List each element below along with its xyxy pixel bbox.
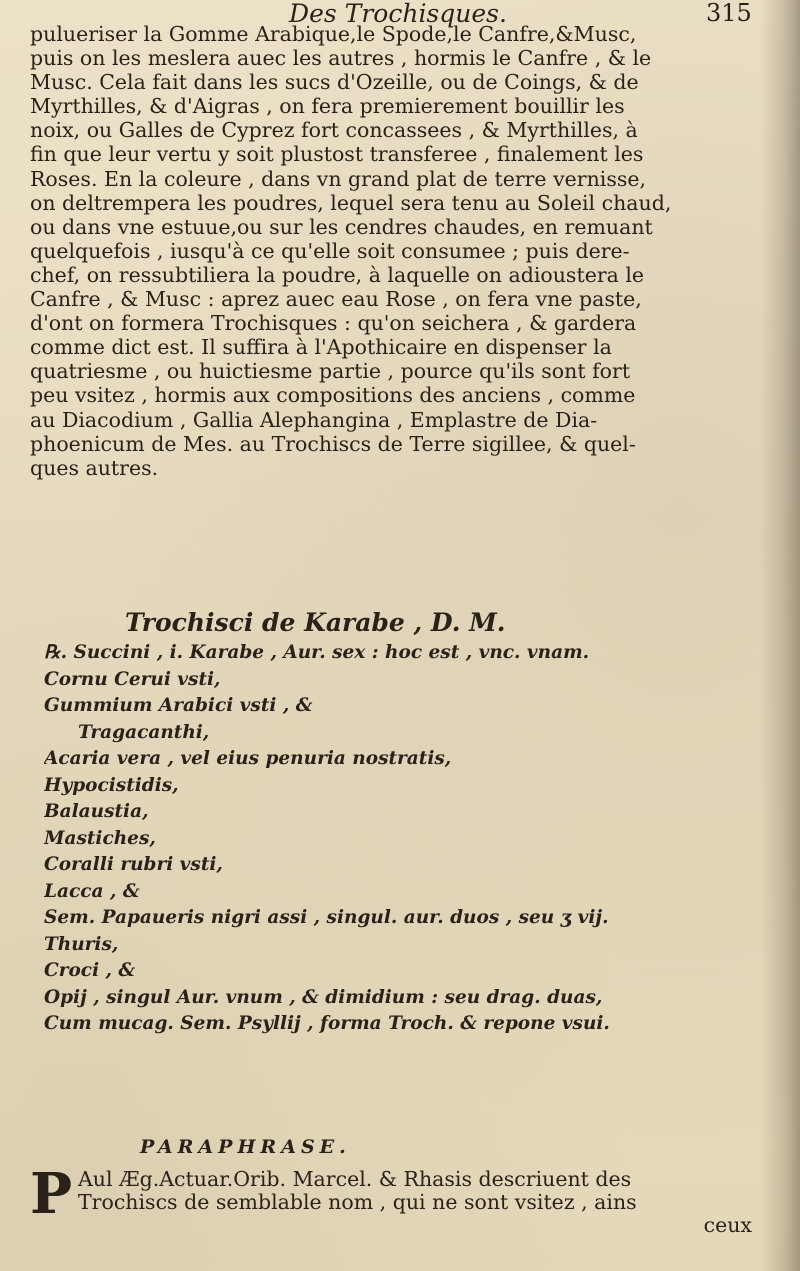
text-line: ques autres. — [30, 455, 159, 480]
text-line: pulueriser la Gomme Arabique,le Spode,le Canfre,&Musc, — [30, 22, 637, 46]
page-number: 315 — [706, 0, 752, 27]
ingredient-line: Balaustia, — [44, 801, 149, 822]
text-line: Myrthilles, & d'Aigras , on fera premierement bouillir les — [30, 94, 625, 119]
text-line: Musc. Cela fait dans les sucs d'Ozeille, ou de Coings, & de — [30, 70, 639, 95]
ingredient-line: Gummium Arabici vsti , & — [44, 695, 313, 716]
text-line: puis on les meslera auec les autres , hormis le Canfre , & le — [30, 46, 652, 71]
running-title: Des Trochisques. — [289, 0, 507, 28]
ingredient-line: Sem. Papaueris nigri assi , singul. aur. duos , seu ʒ vij. — [44, 907, 609, 928]
ingredient-line: Lacca , & — [44, 880, 140, 902]
paraphrase-heading: PARAPHRASE. — [140, 1136, 351, 1158]
text-line: phoenicum de Mes. au Trochiscs de Terre sigillee, & quel- — [30, 431, 636, 456]
text-line: comme dict est. Il suffira à l'Apothicaire en dispenser la — [30, 335, 612, 360]
ingredient-line: Thuris, — [44, 933, 119, 955]
text-line: on deltrempera les poudres, lequel sera tenu au Soleil chaud, — [30, 190, 672, 215]
ingredient-line: ℞. Succini , i. Karabe , Aur. sex : hoc est , vnc. vnam. — [44, 642, 590, 663]
text-line: ou dans vne estuue,ou sur les cendres chaudes, en remuant — [30, 214, 653, 239]
ingredient-line: Tragacanthi, — [78, 721, 210, 743]
text-line: chef, on ressubtiliera la poudre, à laquelle on adioustera le — [30, 262, 645, 287]
text-line: Trochiscs de semblable nom , qui ne sont vsitez , ains — [78, 1191, 637, 1214]
text-line: peu vsitez , hormis aux compositions des anciens , comme — [30, 383, 636, 408]
final-paragraph — [30, 1161, 768, 1237]
text-line: au Diacodium , Gallia Alephangina , Emplastre de Dia- — [30, 407, 598, 432]
text-line: d'ont on formera Trochisques : qu'on seichera , & gardera — [30, 311, 637, 336]
catchword: ceux — [703, 1214, 752, 1237]
text-line: Roses. En la coleure , dans vn grand plat de terre vernisse, — [30, 166, 647, 191]
ingredient-list — [44, 640, 764, 1038]
text-line: fin que leur vertu y soit plustost transferee , finalement les — [30, 142, 644, 167]
body-paragraph — [30, 22, 768, 480]
drop-cap: P — [30, 1161, 73, 1227]
ingredient-line: Coralli rubri vsti, — [44, 854, 223, 875]
ingredient-line: Hypocistidis, — [44, 774, 179, 796]
text-line: quelquefois , iusqu'à ce qu'elle soit consumee ; puis dere- — [30, 238, 630, 263]
ingredient-line: Cum mucag. Sem. Psyllij , forma Troch. & repone vsui. — [44, 1013, 610, 1034]
text-line: Canfre , & Musc : aprez auec eau Rose , on fera vne paste, — [30, 287, 642, 312]
text-line: quatriesme , ou huictiesme partie , pource qu'ils sont fort — [30, 359, 631, 384]
ingredient-line: Acaria vera , vel eius penuria nostratis, — [44, 748, 452, 769]
text-line: noix, ou Galles de Cyprez fort concassees , & Myrthilles, à — [30, 118, 638, 143]
ingredient-line: Mastiches, — [44, 827, 156, 849]
recipe-title: Trochisci de Karabe , D. M. — [125, 608, 506, 637]
ingredient-line: Croci , & — [44, 960, 136, 981]
page-header — [0, 0, 760, 28]
ingredient-line: Cornu Cerui vsti, — [44, 668, 221, 690]
ingredient-line: Opij , singul Aur. vnum , & dimidium : seu drag. duas, — [44, 986, 603, 1008]
text-line: Aul Æg.Actuar.Orib. Marcel. & Rhasis descriuent des — [78, 1168, 632, 1191]
